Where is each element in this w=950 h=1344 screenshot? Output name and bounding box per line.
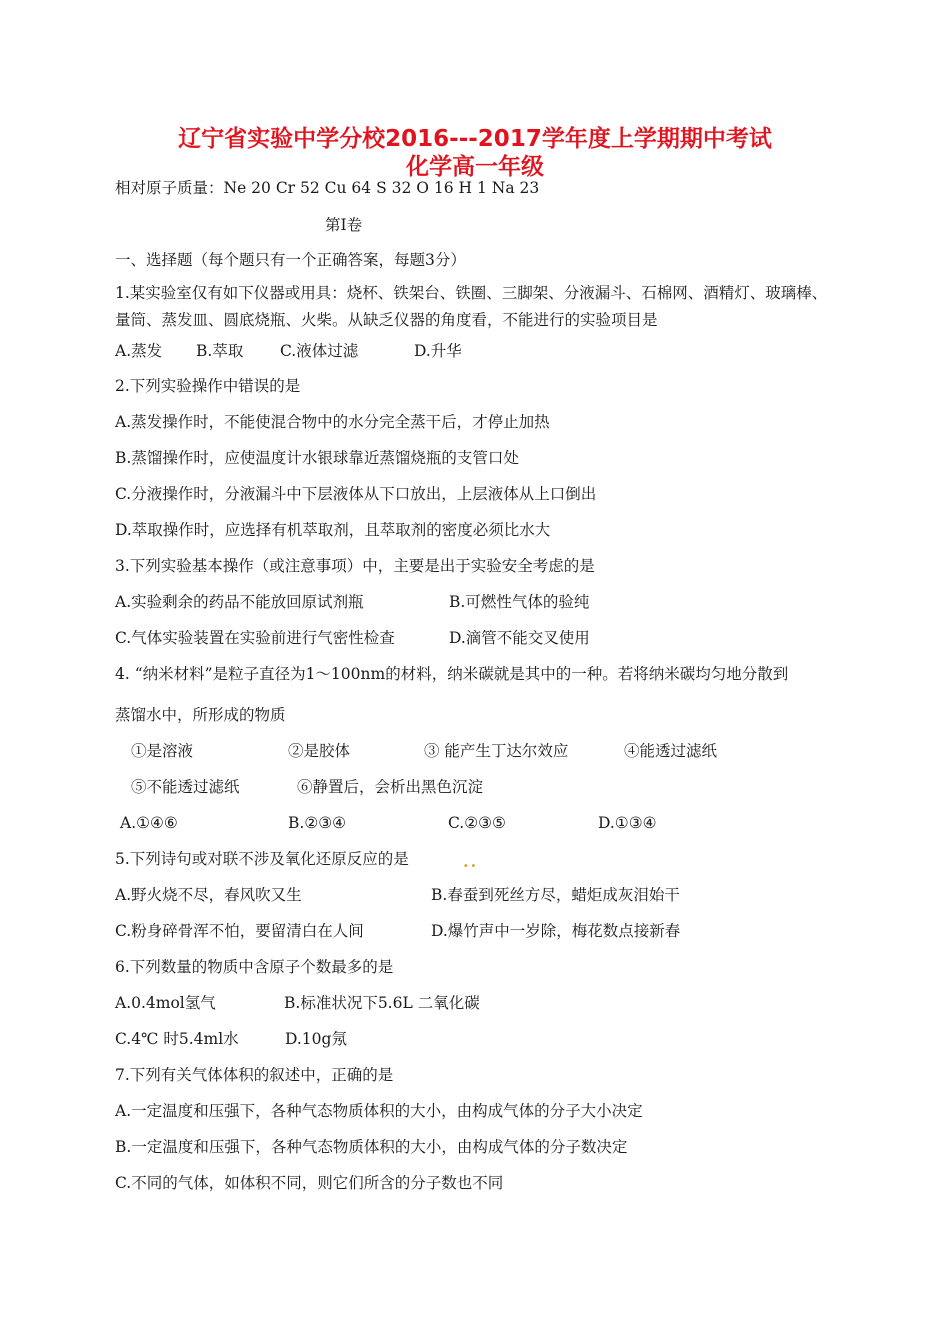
volume-label: 第Ⅰ卷	[325, 216, 363, 234]
q4-statement-6: ⑥静置后，会析出黑色沉淀	[297, 778, 484, 796]
q6-option-d: D.10g氖	[285, 1030, 347, 1048]
q4-statement-2: ②是胶体	[288, 742, 351, 760]
q4-stem-line1: 4. “纳米材料”是粒子直径为1～100nm的材料，纳米碳就是其中的一种。若将纳米碳均匀地分散到	[115, 665, 789, 683]
q6-stem: 6.下列数量的物质中含原子个数最多的是	[115, 958, 394, 976]
q4-statement-1: ①是溶液	[131, 742, 194, 760]
section-heading: 一、选择题（每个题只有一个正确答案，每题3分）	[115, 251, 466, 269]
q7-option-a: A.一定温度和压强下，各种气态物质体积的大小，由构成气体的分子大小决定	[115, 1102, 643, 1120]
q2-option-d: D.萃取操作时，应选择有机萃取剂，且萃取剂的密度必须比水大	[115, 521, 551, 539]
q3-option-d: D.滴管不能交叉使用	[449, 629, 590, 647]
q3-option-c: C.气体实验装置在实验前进行气密性检查	[115, 629, 395, 647]
q5-stem: 5.下列诗句或对联不涉及氧化还原反应的是	[115, 850, 409, 868]
q2-option-b: B.蒸馏操作时，应使温度计水银球靠近蒸馏烧瓶的支管口处	[115, 449, 519, 467]
q5-option-c: C.粉身碎骨浑不怕，要留清白在人间	[115, 922, 364, 940]
q6-option-b: B.标准状况下5.6L 二氧化碳	[284, 994, 480, 1012]
q6-options-row1	[0, 993, 950, 1013]
q3-options-row1	[0, 592, 950, 612]
q1-option-a: A.蒸发	[115, 342, 163, 360]
q4-stem-line2: 蒸馏水中，所形成的物质	[115, 706, 286, 724]
q4-statement-3: ③ 能产生丁达尔效应	[424, 742, 569, 760]
q4-statement-5: ⑤不能透过滤纸	[131, 778, 240, 796]
q5-option-b: B.春蚕到死丝方尽，蜡炬成灰泪始干	[431, 886, 680, 904]
decorative-dots: ..	[463, 852, 479, 871]
q5-option-d: D.爆竹声中一岁除，梅花数点接新春	[431, 922, 681, 940]
q1-option-c: C.液体过滤	[280, 342, 359, 360]
q7-option-b: B.一定温度和压强下，各种气态物质体积的大小，由构成气体的分子数决定	[115, 1138, 628, 1156]
q5-options-row2	[0, 921, 950, 941]
q1-option-b: B.萃取	[196, 342, 244, 360]
q3-option-a: A.实验剩余的药品不能放回原试剂瓶	[115, 593, 364, 611]
q4-option-b: B.②③④	[288, 814, 347, 832]
q3-options-row2	[0, 628, 950, 648]
q6-options-row2	[0, 1029, 950, 1049]
q4-statements-row1	[0, 741, 950, 761]
q3-option-b: B.可燃性气体的验纯	[449, 593, 590, 611]
exam-subtitle: 化学高一年级	[406, 154, 544, 180]
q4-statements-row2	[0, 777, 950, 797]
q2-option-c: C.分液操作时，分液漏斗中下层液体从下口放出，上层液体从上口倒出	[115, 485, 597, 503]
q6-option-a: A.0.4mol氢气	[115, 994, 216, 1012]
atomic-masses: 相对原子质量：Ne 20 Cr 52 Cu 64 S 32 O 16 H 1 Na 23	[115, 179, 540, 197]
q4-options	[0, 813, 950, 833]
q7-option-c: C.不同的气体，如体积不同，则它们所含的分子数也不同	[115, 1174, 504, 1192]
q5-option-a: A.野火烧不尽，春风吹又生	[115, 886, 302, 904]
q1-stem-line1: 1.某实验室仅有如下仪器或用具：烧杯、铁架台、铁圈、三脚架、分液漏斗、石棉网、酒精灯、玻璃棒、	[115, 284, 828, 302]
q1-option-d: D.升华	[414, 342, 462, 360]
exam-title: 辽宁省实验中学分校2016---2017学年度上学期期中考试	[178, 126, 772, 152]
q4-option-c: C.②③⑤	[448, 814, 506, 832]
q3-stem: 3.下列实验基本操作（或注意事项）中，主要是出于实验安全考虑的是	[115, 557, 595, 575]
q5-options-row1	[0, 885, 950, 905]
q2-option-a: A.蒸发操作时，不能使混合物中的水分完全蒸干后，才停止加热	[115, 413, 550, 431]
q4-option-a: A.①④⑥	[120, 814, 178, 832]
q2-stem: 2.下列实验操作中错误的是	[115, 377, 301, 395]
q7-stem: 7.下列有关气体体积的叙述中，正确的是	[115, 1066, 394, 1084]
q4-option-d: D.①③④	[598, 814, 657, 832]
q6-option-c: C.4℃ 时5.4ml水	[115, 1030, 239, 1048]
q1-stem-line2: 量筒、蒸发皿、圆底烧瓶、火柴。从缺乏仪器的角度看，不能进行的实验项目是	[115, 311, 658, 329]
q4-statement-4: ④能透过滤纸	[624, 742, 718, 760]
q1-options	[0, 341, 950, 361]
